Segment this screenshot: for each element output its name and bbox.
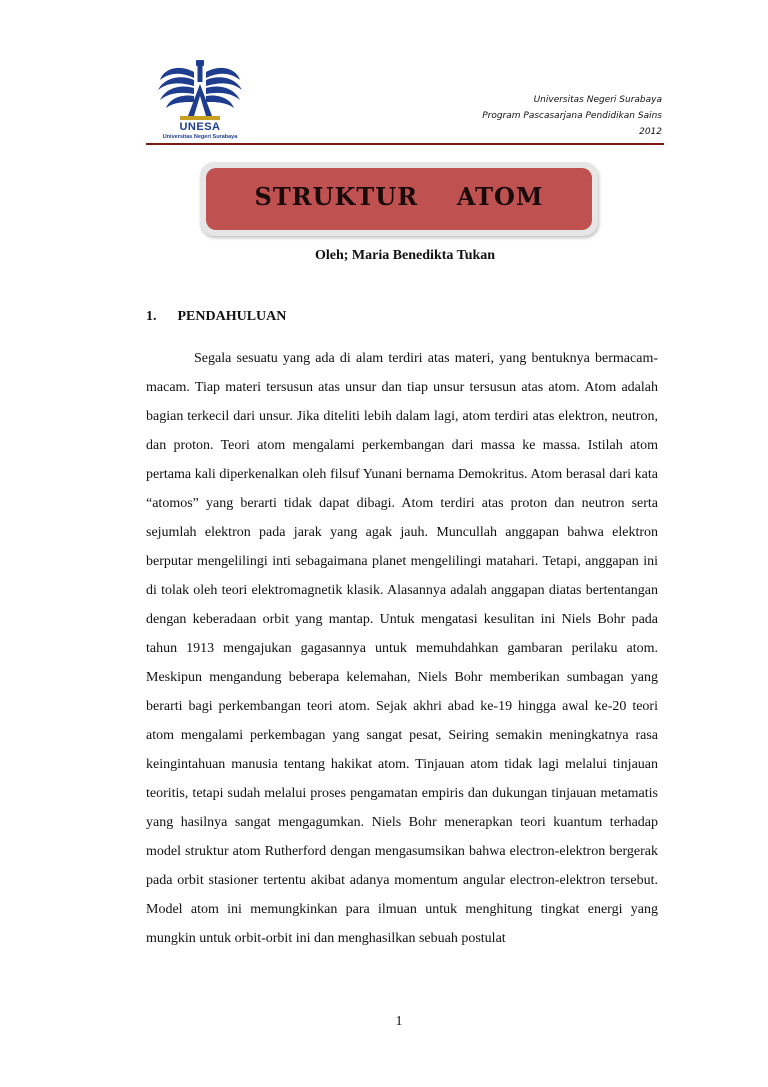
page-number: 1 xyxy=(395,1014,403,1029)
document-title: STRUKTUR ATOM xyxy=(254,182,544,211)
section-number: 1. xyxy=(146,309,157,324)
author-line: Oleh; Maria Benedikta Tukan xyxy=(314,248,496,263)
logo-subtitle: Universitas Negeri Surabaya xyxy=(162,134,238,140)
header-divider xyxy=(146,143,664,145)
header-university: Universitas Negeri Surabaya xyxy=(533,95,662,105)
header-info xyxy=(482,92,662,140)
body-paragraph: Segala sesuatu yang ada di alam terdiri atas materi, yang bentuknya bermacam-macam. Tiap materi tersusun atas unsur dan tiap unsur tersusun atas atom. Atom adalah bagian terkecil dari unsur. Jika diteliti lebih dalam lagi, atom terdiri atas elektron, neutron, dan proton. Teori atom mengalami perkembangan dari massa ke massa. Istilah atom pertama kali diperkenalkan oleh filsuf Yunani bernama Demokritus. Atom berasal dari kata “atomos” yang berarti tidak dapat dibagi. Atom terdiri atas proton dan neutron serta sejumlah elektron pada jarak yang agak jauh. Muncullah anggapan bahwa elektron berputar mengelilingi inti sebagaimana planet mengelilingi matahari. Tetapi, anggapan ini di tolak oleh teori elektromagnetik klasik. Alasannya adalah anggapan diatas bertentangan dengan keberadaan orbit yang mantap. Untuk mengatasi kesulitan ini Niels Bohr pada tahun 1913 mengajukan gagasannya untuk memuhdahkan gambaran perilaku atom. Meskipun mengandung beberapa kelemahan, Niels Bohr memberikan sumbagan yang berarti bagi perkembangan teori atom. Sejak akhri abad ke-19 hingga awal ke-20 teori atom mengalami perkembagan yang sangat pesat, Seiring semakin meningkatnya rasa keingintahuan manusia tentang hakikat atom. Tinjauan atom tidak lagi melalui tinjauan teoritis, tetapi sudah melalui proses pengamatan empiris dan dukungan tinjauan metamatis yang hasilnya sangat mengagumkan. Niels Bohr menerapkan teori kuantum terhadap model struktur atom Rutherford dengan mengasumsikan bahwa electron-elektron bergerak pada orbit stasioner tertentu akibat adanya momentum angular electron-elektron tersebut. Model atom ini memungkinkan para ilmuan untuk menghitung tingkat energi yang mungkin untuk orbit-orbit ini dan menghasilkan sebuah postulat xyxy=(146,351,658,946)
header-year: 2012 xyxy=(639,127,662,137)
unesa-logo xyxy=(150,58,250,140)
unesa-emblem-icon xyxy=(150,58,250,122)
header-program: Program Pascasarjana Pendidikan Sains xyxy=(482,111,662,121)
section-title: PENDAHULUAN xyxy=(177,309,287,324)
section-heading xyxy=(146,309,286,325)
logo-name: UNESA xyxy=(179,121,221,133)
